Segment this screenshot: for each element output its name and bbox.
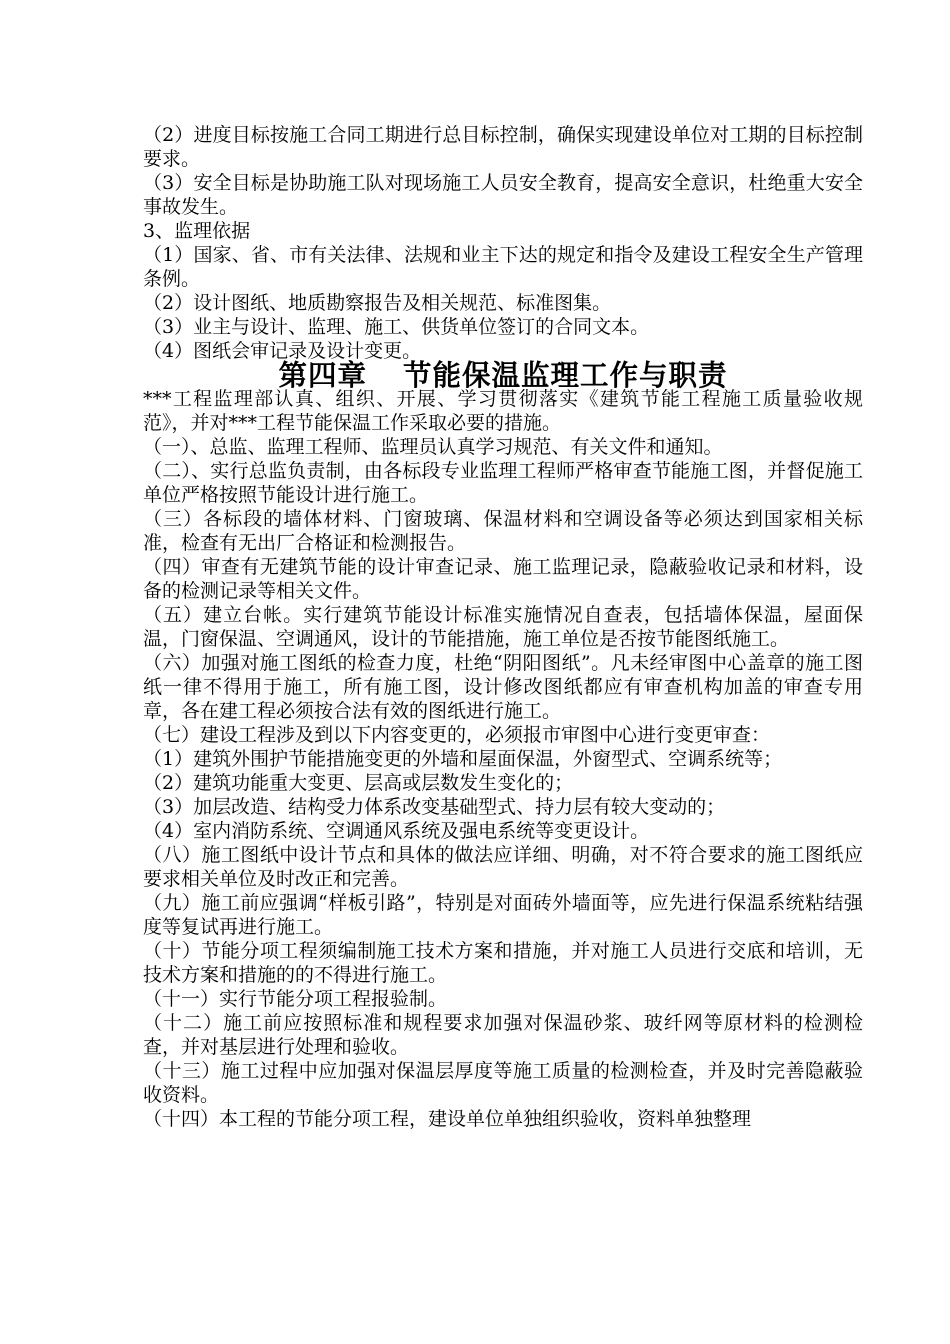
- document-page: [143, 123, 863, 1131]
- paragraph-item-4: （四）审查有无建筑节能的设计审查记录、施工监理记录，隐蔽验收记录和材料，设备的检测记录等相关文件。: [143, 556, 863, 602]
- chapter-title: [143, 358, 863, 392]
- paragraph-item-5: （五）建立台帐。实行建筑节能设计标准实施情况自查表，包括墙体保温，屋面保温，门窗保温、空调通风，设计的节能措施，施工单位是否按节能图纸施工。: [143, 604, 863, 650]
- paragraph-safety-goal: （3）安全目标是协助施工队对现场施工人员安全教育，提高安全意识，杜绝重大安全事故发生。: [143, 172, 863, 218]
- paragraph-item-6: （六）加强对施工图纸的检查力度，杜绝“阴阳图纸”。凡未经审图中心盖章的施工图纸一律不得用于施工，所有施工图，设计修改图纸都应有审查机构加盖的审查专用章，各在建工程必须按合法有效的图纸进行施工。: [143, 652, 863, 722]
- paragraph-item-7-sub-1: （1）建筑外围护节能措施变更的外墙和屋面保温，外窗型式、空调系统等；: [143, 748, 783, 770]
- section-heading-basis: 3、监理依据: [143, 220, 251, 242]
- paragraph-item-7: （七）建设工程涉及到以下内容变更的，必须报市审图中心进行变更审查：: [143, 724, 771, 746]
- paragraph-item-12: （十二）施工前应按照标准和规程要求加强对保温砂浆、玻纤网等原材料的检测检查，并对基层进行处理和验收。: [143, 1012, 863, 1058]
- paragraph-item-7-sub-4: （4）室内消防系统、空调通风系统及强电系统等变更设计。: [143, 820, 650, 842]
- chapter-name: 节能保温监理工作与职责: [403, 358, 728, 392]
- paragraph-item-10: （十）节能分项工程须编制施工技术方案和措施，并对施工人员进行交底和培训，无技术方案和措施的的不得进行施工。: [143, 940, 863, 986]
- paragraph-basis-2: （2）设计图纸、地质勘察报告及相关规范、标准图集。: [143, 292, 612, 314]
- paragraph-item-14: （十四）本工程的节能分项工程，建设单位单独组织验收，资料单独整理: [143, 1108, 752, 1130]
- paragraph-basis-1: （1）国家、省、市有关法律、法规和业主下达的规定和指令及建设工程安全生产管理条例。: [143, 244, 863, 290]
- paragraph-item-7-sub-2: （2）建筑功能重大变更、层高或层数发生变化的；: [143, 772, 574, 794]
- paragraph-progress-goal: （2）进度目标按施工合同工期进行总目标控制，确保实现建设单位对工期的目标控制要求。: [143, 124, 863, 170]
- paragraph-item-9: （九）施工前应强调“样板引路”，特别是对面砖外墙面等，应先进行保温系统粘结强度等复试再进行施工。: [143, 892, 863, 938]
- paragraph-basis-3: （3）业主与设计、监理、施工、供货单位签订的合同文本。: [143, 316, 650, 338]
- paragraph-item-7-sub-3: （3）加层改造、结构受力体系改变基础型式、持力层有较大变动的；: [143, 796, 726, 818]
- paragraph-basis-4: （4）图纸会审记录及设计变更。: [143, 340, 422, 362]
- paragraph-item-2: （二）、实行总监负责制，由各标段专业监理工程师严格审查节能施工图，并督促施工单位严格按照节能设计进行施工。: [143, 460, 863, 506]
- paragraph-item-1: （一）、总监、监理工程师、监理员认真学习规范、有关文件和通知。: [143, 436, 723, 458]
- chapter-number: 第四章: [278, 358, 367, 392]
- paragraph-intro: ***工程监理部认真、组织、开展、学习贯彻落实《建筑节能工程施工质量验收规范》，并对***工程节能保温工作采取必要的措施。: [143, 388, 863, 434]
- paragraph-item-13: （十三）施工过程中应加强对保温层厚度等施工质量的检测检查，并及时完善隐蔽验收资料。: [143, 1060, 863, 1106]
- paragraph-item-3: （三）各标段的墙体材料、门窗玻璃、保温材料和空调设备等必须达到国家相关标准，检查有无出厂合格证和检测报告。: [143, 508, 863, 554]
- paragraph-item-8: （八）施工图纸中设计节点和具体的做法应详细、明确，对不符合要求的施工图纸应要求相关单位及时改正和完善。: [143, 844, 863, 890]
- paragraph-item-11: （十一）实行节能分项工程报验制。: [143, 988, 448, 1010]
